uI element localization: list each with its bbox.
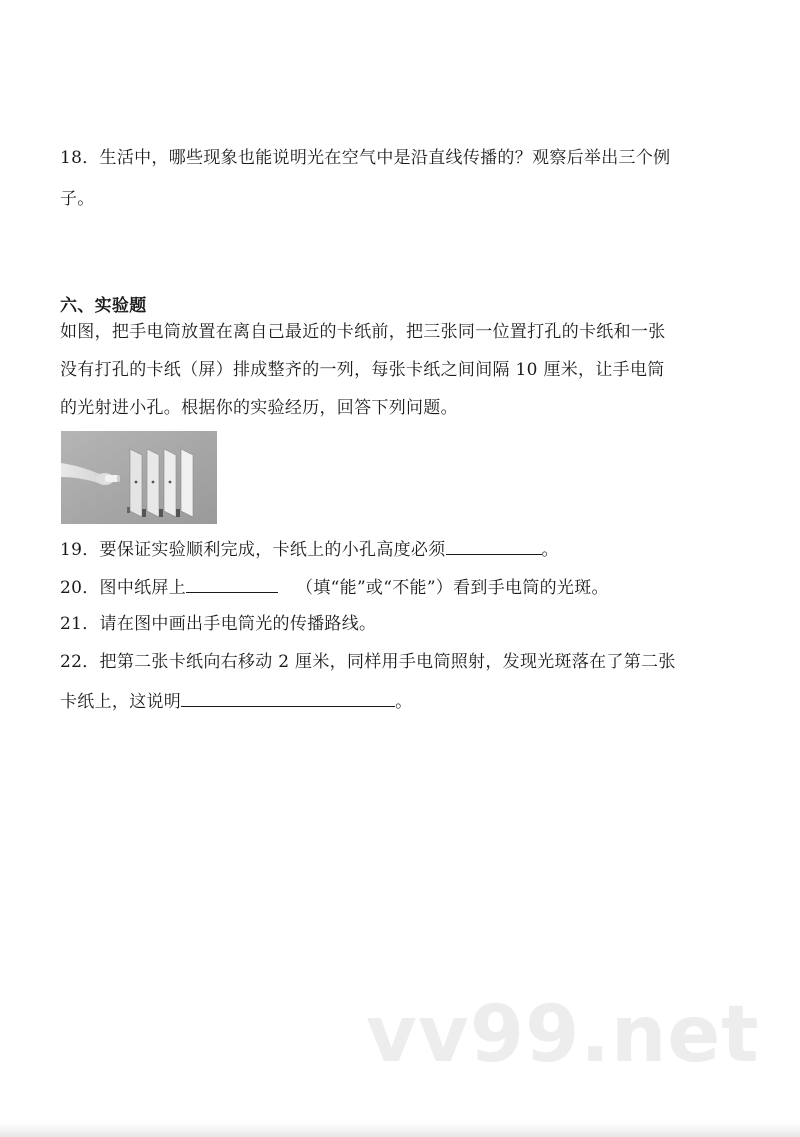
section-title: 六、实验题 — [60, 296, 147, 316]
question-22-line-2 — [60, 688, 412, 714]
section-intro-line-3: 的光射进小孔。根据你的实验经历，回答下列问题。 — [60, 398, 458, 418]
watermark: vv99.net — [366, 990, 760, 1080]
question-19-answer-blank[interactable] — [446, 536, 542, 555]
flashlight-and-cards-illustration — [61, 431, 217, 524]
question-22-end: 。 — [395, 692, 413, 712]
question-20-answer-blank[interactable] — [186, 574, 278, 593]
question-22-line-1: 22．把第二张卡纸向右移动 2 厘米，同样用手电筒照射，发现光斑落在了第二张 — [60, 652, 676, 672]
question-20-start: 20．图中纸屏上 — [60, 578, 187, 598]
question-18-line-2: 子。 — [60, 189, 95, 209]
question-18-line-1: 18．生活中，哪些现象也能说明光在空气中是沿直线传播的？观察后举出三个例 — [60, 148, 671, 168]
question-21: 21．请在图中画出手电筒光的传播路线。 — [60, 614, 377, 634]
question-22-answer-blank[interactable] — [181, 688, 395, 707]
experiment-figure — [61, 431, 217, 524]
question-19 — [60, 536, 559, 562]
section-intro-line-1: 如图，把手电筒放置在离自己最近的卡纸前，把三张同一位置打孔的卡纸和一张 — [60, 322, 666, 342]
question-20 — [60, 574, 609, 600]
section-intro-line-2: 没有打孔的卡纸（屏）排成整齐的一列，每张卡纸之间间隔 10 厘米，让手电筒 — [60, 360, 665, 380]
question-19-end: 。 — [541, 540, 559, 560]
question-19-text: 19．要保证实验顺利完成，卡纸上的小孔高度必须 — [60, 540, 446, 560]
page-bottom-edge — [0, 1123, 800, 1137]
question-22-text: 卡纸上，这说明 — [60, 692, 182, 712]
question-20-rest: （填“能”或“不能”）看到手电筒的光斑。 — [296, 578, 609, 598]
